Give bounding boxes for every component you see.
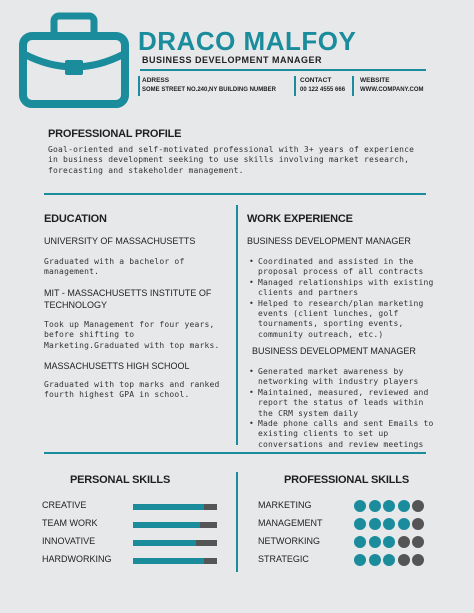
skill-dot-filled: [398, 518, 410, 530]
professional-skills-title: PROFESSIONAL SKILLS: [284, 474, 409, 486]
personal-skills-title: PERSONAL SKILLS: [70, 474, 171, 486]
skill-dot-empty: [412, 554, 424, 566]
personal-skill-bar: [133, 504, 217, 510]
skill-dot-filled: [398, 500, 410, 512]
job-bullet: • Coordinated and assisted in the proposal process of all contracts: [247, 257, 435, 278]
contact-divider: [294, 76, 296, 96]
skill-dot-empty: [412, 536, 424, 548]
education-school: UNIVERSITY OF MASSACHUSETTS: [44, 236, 196, 246]
skill-dot-empty: [398, 554, 410, 566]
professional-skill-label: STRATEGIC: [258, 554, 309, 564]
profile-divider: [44, 193, 426, 195]
skill-dot-filled: [369, 500, 381, 512]
address-label: ADRESS: [142, 77, 170, 84]
personal-skill-bar: [133, 558, 217, 564]
job-bullets: [247, 367, 435, 450]
job-role: BUSINESS DEVELOPMENT MANAGER: [247, 236, 411, 246]
professional-skill-label: MANAGEMENT: [258, 518, 323, 528]
job-role: BUSINESS DEVELOPMENT MANAGER: [252, 346, 416, 356]
job-bullet: • Maintained, measured, reviewed and report the status of leads within the CRM system daily: [247, 388, 435, 419]
skill-dot-filled: [354, 500, 366, 512]
skills-column-divider: [236, 472, 238, 572]
address-value: SOME STREET NO.240,NY BUILDING NUMBER: [142, 87, 276, 93]
education-title: EDUCATION: [44, 213, 107, 225]
personal-skill-label: CREATIVE: [42, 500, 87, 510]
education-detail: Graduated with a bachelor of management.: [44, 257, 185, 277]
skill-dot-empty: [412, 518, 424, 530]
contact-label: CONTACT: [300, 77, 332, 84]
professional-skill-label: MARKETING: [258, 500, 312, 510]
job-bullet: • Managed relationships with existing clients and partners: [247, 278, 435, 299]
skills-divider: [44, 452, 426, 454]
job-bullet: • Made phone calls and sent Emails to existing clients to set up conversations and review meetings: [247, 419, 435, 450]
profile-title: PROFESSIONAL PROFILE: [48, 128, 182, 140]
person-name: DRACO MALFOY: [138, 26, 357, 56]
personal-skill-bar-remainder: [204, 504, 217, 510]
website-value: WWW.COMPANY.COM: [360, 87, 424, 93]
skill-dot-filled: [354, 536, 366, 548]
job-bullet: • Helped to research/plan marketing events (client lunches, golf tournaments, sporting events, community outreach, etc.): [247, 299, 435, 341]
personal-skill-label: HARDWORKING: [42, 554, 112, 564]
education-school: MIT - MASSACHUSETTS INSTITUTE OF TECHNOLOGY: [44, 288, 212, 310]
skill-dot-filled: [383, 500, 395, 512]
professional-skill-label: NETWORKING: [258, 536, 320, 546]
skill-dot-filled: [369, 536, 381, 548]
job-bullet: • Generated market awareness by networking with industry players: [247, 367, 435, 388]
header-divider: [140, 69, 426, 71]
skill-dot-filled: [383, 536, 395, 548]
job-bullets: [247, 257, 435, 340]
personal-skill-bar-remainder: [204, 558, 217, 564]
personal-skill-bar: [133, 522, 217, 528]
website-divider: [352, 76, 354, 96]
personal-skill-bar-remainder: [200, 522, 217, 528]
personal-skill-bar-remainder: [196, 540, 217, 546]
skill-dot-filled: [383, 518, 395, 530]
skill-dot-empty: [412, 500, 424, 512]
personal-skill-bar: [133, 540, 217, 546]
education-detail: Took up Management for four years, before shifting to Marketing.Graduated with top marks.: [44, 320, 220, 350]
briefcase-icon: [18, 12, 130, 110]
website-label: WEBSITE: [360, 77, 390, 84]
personal-skill-label: INNOVATIVE: [42, 536, 96, 546]
skill-dot-filled: [369, 554, 381, 566]
skill-dot-empty: [398, 536, 410, 548]
contact-value: 00 122 4555 666: [300, 87, 346, 93]
skill-dot-filled: [369, 518, 381, 530]
job-title: BUSINESS DEVELOPMENT MANAGER: [142, 55, 323, 65]
skill-dot-filled: [354, 554, 366, 566]
education-detail: Graduated with top marks and ranked fourth highest GPA in school.: [44, 380, 220, 400]
education-school: MASSACHUSETTS HIGH SCHOOL: [44, 361, 190, 371]
column-divider: [236, 205, 238, 445]
personal-skill-label: TEAM WORK: [42, 518, 98, 528]
skill-dot-filled: [354, 518, 366, 530]
work-title: WORK EXPERIENCE: [247, 213, 353, 225]
profile-text: Goal-oriented and self-motivated professional with 3+ years of experience in business development seeking to use skills involving market research, forecasting and stakeholder management.: [48, 145, 415, 175]
address-divider: [138, 76, 140, 96]
skill-dot-filled: [383, 554, 395, 566]
